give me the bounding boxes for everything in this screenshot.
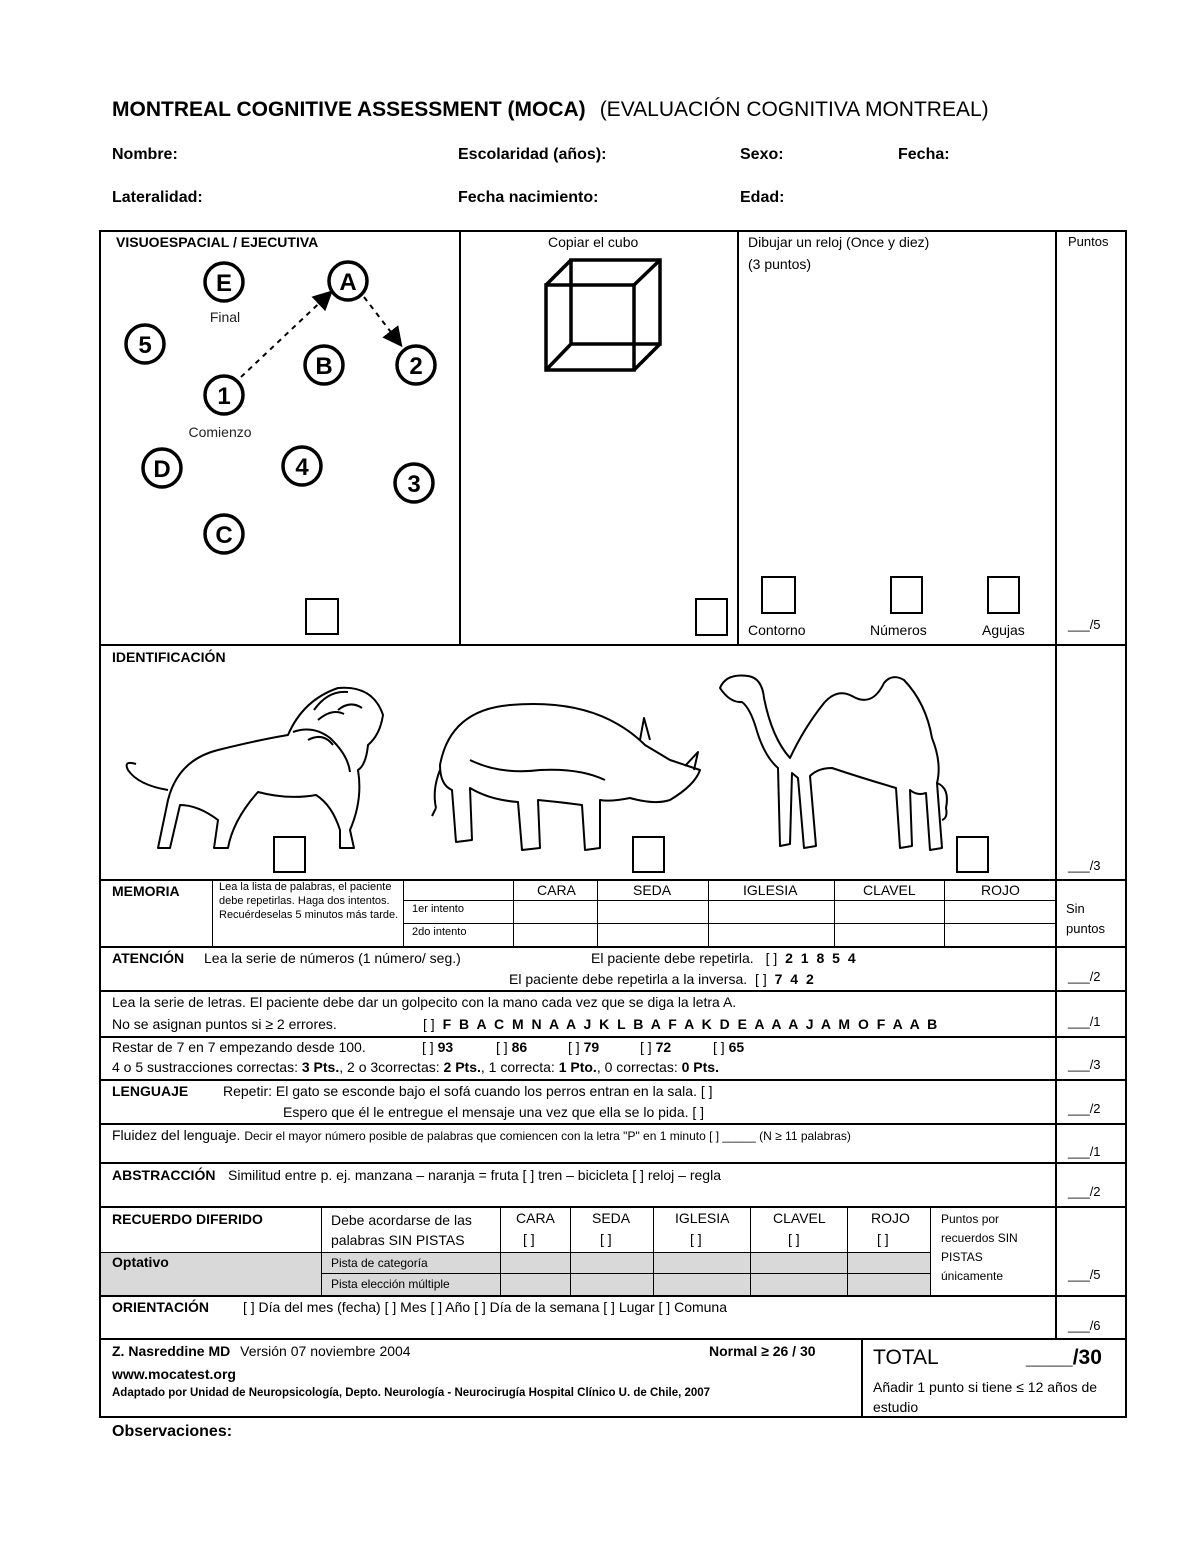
recuerdo-word-rojo: ROJO bbox=[871, 1210, 910, 1226]
clock-numbers-checkbox[interactable] bbox=[890, 576, 923, 614]
cube-drawing bbox=[540, 255, 670, 375]
rhinoceros-checkbox[interactable] bbox=[632, 836, 665, 873]
fluency-row bbox=[112, 1127, 851, 1144]
serial-value-3-text: 79 bbox=[583, 1039, 600, 1055]
serial-scoring-mid2: , 1 correcta: bbox=[480, 1059, 559, 1075]
field-fecha[interactable]: Fecha: bbox=[898, 146, 950, 163]
fluency-label: Fluidez del lenguaje. bbox=[112, 1127, 241, 1143]
serial-scoring-3: 3 Pts. bbox=[301, 1059, 340, 1075]
trail-node-d[interactable] bbox=[143, 449, 181, 487]
serial-value-2-text: 86 bbox=[511, 1039, 528, 1055]
trail-node-1[interactable] bbox=[205, 376, 243, 414]
trail-node-5[interactable] bbox=[126, 325, 164, 363]
recuerdo-word-cara: CARA bbox=[516, 1210, 555, 1226]
field-nombre[interactable]: Nombre: bbox=[112, 146, 178, 163]
atencion-heading: ATENCIÓN bbox=[112, 950, 185, 966]
footer-author-row bbox=[112, 1343, 411, 1360]
page-title bbox=[112, 98, 989, 122]
letters-instr-1: Lea la serie de letras. El paciente debe dar un golpecito con la mano cada vez que se diga la letra A. bbox=[112, 994, 737, 1010]
serial-value-5-text: 65 bbox=[728, 1039, 745, 1055]
trail-node-5-label: 5 bbox=[138, 332, 152, 359]
clock-hands-checkbox[interactable] bbox=[987, 576, 1020, 614]
memoria-trial-1: 1er intento bbox=[412, 903, 464, 915]
recuerdo-points-note: Puntos por recuerdos SIN PISTAS únicamente bbox=[941, 1212, 1018, 1283]
trail-node-b-label: B bbox=[315, 353, 333, 380]
memoria-word-iglesia: IGLESIA bbox=[743, 882, 798, 898]
memoria-word-cara: CARA bbox=[537, 882, 576, 898]
serial-value-1[interactable]: [ ] 93 bbox=[422, 1039, 454, 1055]
serial-scoring-2: 2 Pts. bbox=[443, 1059, 481, 1075]
trail-node-3[interactable] bbox=[395, 464, 433, 502]
recuerdo-word-iglesia: IGLESIA bbox=[675, 1210, 730, 1226]
recuerdo-heading: RECUERDO DIFERIDO bbox=[112, 1211, 263, 1227]
letters-box[interactable]: [ ] bbox=[423, 1016, 435, 1032]
trail-node-4-label: 4 bbox=[295, 454, 309, 481]
letters-row bbox=[423, 1016, 939, 1033]
atencion-backward-label: El paciente debe repetirla a la inversa. bbox=[509, 971, 748, 987]
footer-normal: Normal ≥ 26 / 30 bbox=[709, 1343, 816, 1359]
camel-checkbox[interactable] bbox=[956, 836, 989, 873]
cube-label: Copiar el cubo bbox=[548, 234, 639, 250]
memoria-instructions: Lea la lista de palabras, el paciente debe repetirlas. Haga dos intentos. Recuérdeselas 5 minutos más tarde. bbox=[219, 881, 399, 921]
atencion-digits-score[interactable]: ___/2 bbox=[1068, 969, 1101, 984]
serial-value-2[interactable]: [ ] 86 bbox=[496, 1039, 528, 1055]
footer-version: Versión 07 noviembre 2004 bbox=[240, 1343, 411, 1359]
memoria-score-1: Sin bbox=[1066, 901, 1085, 916]
recuerdo-word-clavel: CLAVEL bbox=[773, 1210, 826, 1226]
letters-score[interactable]: ___/1 bbox=[1068, 1014, 1101, 1029]
recuerdo-instr: Debe acordarse de las palabras SIN PISTAS bbox=[331, 1212, 472, 1248]
lenguaje-repeat-1: Repetir: El gato se esconde bajo el sofá cuando los perros entran en la sala. [ ] bbox=[223, 1083, 713, 1099]
orientacion-text: [ ] Día del mes (fecha) [ ] Mes [ ] Año [ ] Día de la semana [ ] Lugar [ ] Comuna bbox=[243, 1299, 727, 1315]
lenguaje-heading: LENGUAJE bbox=[112, 1083, 189, 1099]
fluency-instr: Decir el mayor número posible de palabras que comiencen con la letra "P" en 1 minuto [ ] _____ (N ≥ 11 palabras) bbox=[244, 1129, 851, 1143]
visuo-score[interactable]: ___/5 bbox=[1068, 617, 1101, 632]
serial-scoring-0: 0 Pts. bbox=[681, 1059, 719, 1075]
orientacion-heading: ORIENTACIÓN bbox=[112, 1299, 209, 1315]
trail-node-4[interactable] bbox=[283, 447, 321, 485]
recuerdo-box-rojo[interactable]: [ ] bbox=[877, 1231, 889, 1247]
atencion-forward-digits: 2 1 8 5 4 bbox=[785, 950, 858, 966]
abstraccion-heading: ABSTRACCIÓN bbox=[112, 1167, 216, 1183]
trail-node-c-label: C bbox=[215, 522, 233, 549]
recuerdo-score[interactable]: ___/5 bbox=[1068, 1267, 1101, 1282]
recuerdo-box-cara[interactable]: [ ] bbox=[523, 1231, 535, 1247]
field-fecha-nacimiento[interactable]: Fecha nacimiento: bbox=[458, 189, 599, 206]
atencion-digits-instr: Lea la serie de números (1 número/ seg.) bbox=[204, 950, 461, 966]
trail-node-b[interactable] bbox=[305, 346, 343, 384]
footer-adapted: Adaptado por Unidad de Neuropsicología, Depto. Neurología - Neurocirugía Hospital Clínico U. de Chile, 2007 bbox=[112, 1387, 711, 1399]
serial-value-1-text: 93 bbox=[437, 1039, 454, 1055]
recuerdo-optional: Optativo bbox=[112, 1254, 169, 1270]
title-main: MONTREAL COGNITIVE ASSESSMENT (MOCA) bbox=[112, 98, 586, 121]
trail-node-3-label: 3 bbox=[407, 471, 421, 498]
recuerdo-word-seda: SEDA bbox=[592, 1210, 631, 1226]
points-header: Puntos bbox=[1068, 234, 1109, 249]
serial-scoring-1: 1 Pto. bbox=[558, 1059, 597, 1075]
trail-checkbox[interactable] bbox=[305, 598, 339, 635]
title-sub: (EVALUACIÓN COGNITIVA MONTREAL) bbox=[599, 98, 989, 121]
serial-scoring-pre: 4 o 5 sustracciones correctas: bbox=[112, 1059, 302, 1075]
identificacion-heading: IDENTIFICACIÓN bbox=[112, 649, 226, 665]
trail-node-d-label: D bbox=[153, 456, 171, 483]
lion-icon bbox=[118, 680, 398, 860]
field-escolaridad[interactable]: Escolaridad (años): bbox=[458, 146, 607, 163]
serial-scoring bbox=[112, 1059, 719, 1076]
trail-start-label: Comienzo bbox=[188, 424, 252, 440]
total-label: TOTAL bbox=[873, 1346, 939, 1369]
recuerdo-box-iglesia[interactable]: [ ] bbox=[690, 1231, 702, 1247]
total-score[interactable]: ____/30 bbox=[1026, 1346, 1102, 1369]
letters-sequence: F B A C M N A A J K L B A F A K D E A A A J A M O F A A B bbox=[442, 1016, 940, 1032]
letters-instr-2: No se asignan puntos si ≥ 2 errores. bbox=[112, 1016, 337, 1032]
serial-value-4[interactable]: [ ] 72 bbox=[640, 1039, 672, 1055]
orientacion-score[interactable]: ___/6 bbox=[1068, 1318, 1101, 1333]
cube-checkbox[interactable] bbox=[695, 598, 728, 636]
lenguaje-repeat-2: Espero que él le entregue el mensaje una vez que ella se lo pida. [ ] bbox=[283, 1104, 705, 1120]
field-lateralidad[interactable]: Lateralidad: bbox=[112, 189, 203, 206]
clock-contour-checkbox[interactable] bbox=[761, 576, 796, 614]
field-sexo[interactable]: Sexo: bbox=[740, 146, 784, 163]
clock-hands-label: Agujas bbox=[982, 622, 1025, 638]
rhinoceros-icon bbox=[430, 690, 710, 860]
footer-website[interactable]: www.mocatest.org bbox=[112, 1366, 236, 1382]
footer-author: Z. Nasreddine MD bbox=[112, 1343, 231, 1359]
clock-contour-label: Contorno bbox=[748, 622, 806, 638]
recuerdo-box-clavel[interactable]: [ ] bbox=[788, 1231, 800, 1247]
atencion-forward-label: El paciente debe repetirla. bbox=[591, 950, 754, 966]
atencion-backward-box[interactable]: [ ] bbox=[755, 971, 767, 987]
atencion-forward-box[interactable]: [ ] bbox=[765, 950, 778, 966]
field-edad[interactable]: Edad: bbox=[740, 189, 785, 206]
trail-making-diagram bbox=[101, 232, 461, 632]
serial-value-4-text: 72 bbox=[655, 1039, 672, 1055]
abstraccion-text: Similitud entre p. ej. manzana – naranja = fruta [ ] tren – bicicleta [ ] reloj – regla bbox=[228, 1167, 721, 1183]
serial-score[interactable]: ___/3 bbox=[1068, 1057, 1101, 1072]
memoria-trial-2: 2do intento bbox=[412, 926, 467, 938]
trail-node-e[interactable] bbox=[205, 263, 243, 301]
trail-final-label: Final bbox=[209, 309, 241, 325]
lenguaje-repeat-score[interactable]: ___/2 bbox=[1068, 1101, 1101, 1116]
recuerdo-hint-multiple: Pista elección múltiple bbox=[331, 1277, 450, 1291]
visuo-heading: VISUOESPACIAL / EJECUTIVA bbox=[116, 234, 319, 250]
memoria-score-2: puntos bbox=[1066, 921, 1106, 936]
memoria-word-rojo: ROJO bbox=[981, 882, 1020, 898]
abstraccion-score[interactable]: ___/2 bbox=[1068, 1184, 1101, 1199]
atencion-backward-row bbox=[509, 971, 816, 988]
serial-value-3[interactable]: [ ] 79 bbox=[568, 1039, 600, 1055]
recuerdo-hint-category: Pista de categoría bbox=[331, 1256, 428, 1270]
atencion-backward-digits: 7 4 2 bbox=[774, 971, 816, 987]
trail-node-e-label: E bbox=[215, 270, 233, 297]
camel-icon bbox=[712, 668, 962, 858]
lion-checkbox[interactable] bbox=[273, 836, 306, 873]
clock-label-2: (3 puntos) bbox=[748, 256, 812, 272]
serial-instr: Restar de 7 en 7 empezando desde 100. bbox=[112, 1039, 366, 1055]
trail-node-2-label: 2 bbox=[409, 353, 423, 380]
atencion-forward-row bbox=[591, 950, 858, 967]
total-note: Añadir 1 punto si tiene ≤ 12 años de estudio bbox=[873, 1379, 1098, 1415]
observaciones-label[interactable]: Observaciones: bbox=[112, 1423, 233, 1440]
trail-node-2[interactable] bbox=[397, 346, 435, 384]
memoria-heading: MEMORIA bbox=[112, 883, 180, 899]
serial-scoring-mid3: , 0 correctas: bbox=[596, 1059, 682, 1075]
clock-label-1: Dibujar un reloj (Once y diez) bbox=[748, 234, 930, 250]
trail-node-a[interactable] bbox=[329, 262, 367, 300]
trail-node-1-label: 1 bbox=[217, 383, 231, 410]
recuerdo-box-seda[interactable]: [ ] bbox=[600, 1231, 612, 1247]
trail-node-c[interactable] bbox=[205, 515, 243, 553]
serial-scoring-mid1: , 2 o 3correctas: bbox=[339, 1059, 444, 1075]
memoria-word-seda: SEDA bbox=[633, 882, 672, 898]
identificacion-score[interactable]: ___/3 bbox=[1068, 858, 1101, 873]
clock-numbers-label: Números bbox=[870, 622, 927, 638]
trail-node-a-label: A bbox=[339, 269, 357, 296]
fluency-score[interactable]: ___/1 bbox=[1068, 1144, 1101, 1159]
memoria-word-clavel: CLAVEL bbox=[863, 882, 916, 898]
serial-value-5[interactable]: [ ] 65 bbox=[713, 1039, 745, 1055]
